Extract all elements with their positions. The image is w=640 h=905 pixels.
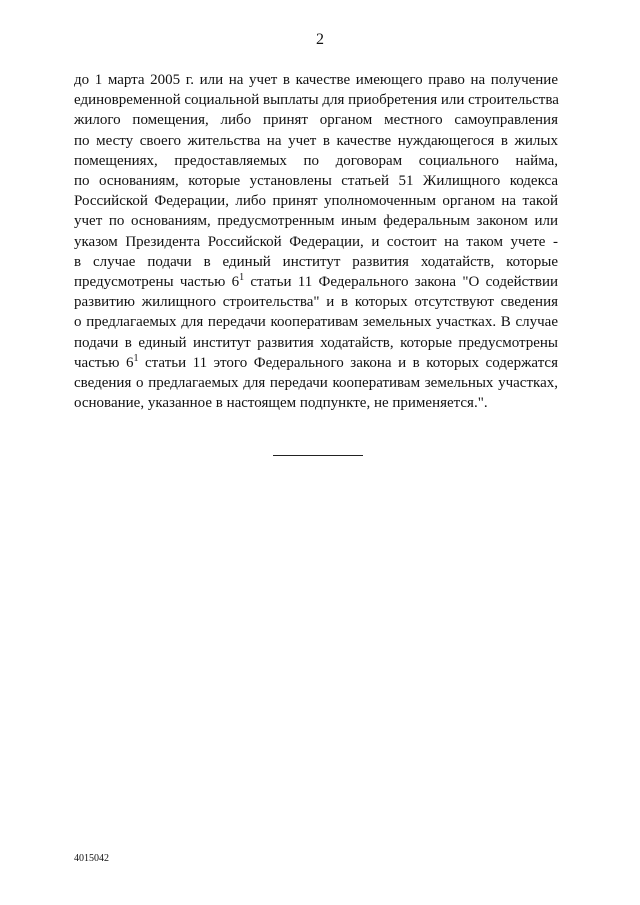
text-line: по месту своего жительства на учет в качестве нуждающегося в жилых bbox=[74, 132, 558, 149]
separator-line bbox=[273, 455, 363, 456]
text-line: жилого помещения, либо принят органом местного самоуправления bbox=[74, 112, 558, 129]
text-line: помещениях, предоставляемых по договорам социального найма, bbox=[74, 152, 558, 169]
text-line: подачи в единый институт развития ходатайств, которые предусмотрены bbox=[74, 334, 558, 351]
text-line: развитию жилищного строительства" и в которых отсутствуют сведения bbox=[74, 294, 558, 311]
superscript: 1 bbox=[239, 272, 245, 284]
text-line: о предлагаемых для передачи кооперативам земельных участках. В случае bbox=[74, 314, 558, 331]
text-line-with-superscript bbox=[74, 272, 558, 292]
text-line: Российской Федерации, либо принят уполномоченным органом на такой bbox=[74, 193, 558, 210]
text-segment: частью 6 bbox=[74, 354, 134, 371]
text-line: основание, указанное в настоящем подпункте, не применяется.". bbox=[74, 395, 488, 412]
text-line: указом Президента Российской Федерации, и состоит на таком учете - bbox=[74, 233, 558, 250]
text-line: в случае подачи в единый институт развития ходатайств, которые bbox=[74, 253, 558, 270]
text-line: до 1 марта 2005 г. или на учет в качестве имеющего право на получение bbox=[74, 72, 558, 88]
text-segment: предусмотрены частью 6 bbox=[74, 274, 240, 291]
text-segment: статьи 11 Федерального закона "О содействии bbox=[244, 274, 558, 291]
text-line: по основаниям, которые установлены статьей 51 Жилищного кодекса bbox=[74, 173, 558, 190]
superscript: 1 bbox=[133, 352, 139, 364]
body-text bbox=[74, 70, 558, 413]
text-line: сведения о предлагаемых для передачи кооперативам земельных участках, bbox=[74, 375, 558, 392]
page-number: 2 bbox=[316, 31, 324, 48]
text-line: единовременной социальной выплаты для приобретения или строительства bbox=[74, 92, 559, 109]
text-line-with-superscript bbox=[74, 353, 558, 373]
text-line: учет по основаниям, предусмотренным иным федеральным законом или bbox=[74, 213, 558, 230]
document-code: 4015042 bbox=[74, 853, 109, 864]
text-segment: статьи 11 этого Федерального закона и в которых содержатся bbox=[138, 354, 558, 371]
